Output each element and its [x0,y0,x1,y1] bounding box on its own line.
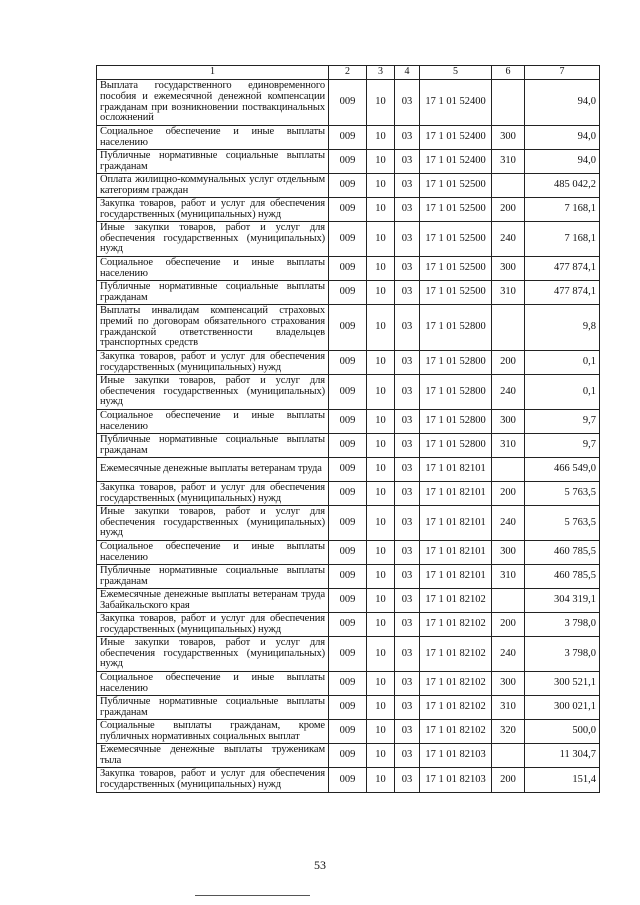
row-target-code-cell: 17 1 01 82101 [420,482,492,506]
table-row [97,351,600,375]
row-target-code-cell: 17 1 01 82102 [420,672,492,696]
row-amount-cell: 7 168,1 [525,198,600,222]
row-ministry-cell: 009 [329,150,367,174]
table-row [97,720,600,744]
table-row [97,281,600,305]
row-name-cell: Публичные нормативные социальные выплаты гражданам [97,565,329,589]
row-name-cell: Выплаты инвалидам компенсаций страховых премий по договорам обязательного страхования гражданской ответственности владельцев транспортных средств [97,305,329,351]
row-name-cell: Выплата государственного единовременного пособия и ежемесячной денежной компенсации гражданам при возникновении поствакцинальных осложнений [97,80,329,126]
page-number: 53 [314,858,326,872]
budget-table [96,65,600,793]
row-target-code-cell: 17 1 01 82101 [420,565,492,589]
row-subsection-cell: 03 [395,744,420,768]
row-subsection-cell: 03 [395,351,420,375]
row-expense-type-cell: 200 [492,768,525,793]
row-subsection-cell: 03 [395,305,420,351]
row-section-cell: 10 [367,305,395,351]
table-row [97,410,600,434]
row-name-cell: Публичные нормативные социальные выплаты гражданам [97,150,329,174]
row-amount-cell: 3 798,0 [525,613,600,637]
row-amount-cell: 300 021,1 [525,696,600,720]
table-row [97,174,600,198]
table-row [97,458,600,482]
row-amount-cell: 485 042,2 [525,174,600,198]
row-target-code-cell: 17 1 01 52500 [420,198,492,222]
row-target-code-cell: 17 1 01 82101 [420,541,492,565]
row-name-cell: Социальное обеспечение и иные выплаты населению [97,126,329,150]
row-subsection-cell: 03 [395,257,420,281]
row-expense-type-cell: 240 [492,637,525,672]
row-expense-type-cell: 240 [492,375,525,410]
row-subsection-cell: 03 [395,672,420,696]
table-row [97,744,600,768]
row-amount-cell: 7 168,1 [525,222,600,257]
row-amount-cell: 477 874,1 [525,281,600,305]
row-target-code-cell: 17 1 01 52400 [420,126,492,150]
table-row [97,637,600,672]
row-ministry-cell: 009 [329,744,367,768]
table-row [97,126,600,150]
row-name-cell: Закупка товаров, работ и услуг для обеспечения государственных (муниципальных) нужд [97,768,329,793]
row-ministry-cell: 009 [329,80,367,126]
row-subsection-cell: 03 [395,458,420,482]
row-subsection-cell: 03 [395,281,420,305]
table-row [97,589,600,613]
table-row [97,222,600,257]
row-target-code-cell: 17 1 01 82102 [420,720,492,744]
row-target-code-cell: 17 1 01 82102 [420,613,492,637]
row-ministry-cell: 009 [329,222,367,257]
row-expense-type-cell [492,80,525,126]
row-name-cell: Социальные выплаты гражданам, кроме публичных нормативных социальных выплат [97,720,329,744]
row-target-code-cell: 17 1 01 82103 [420,768,492,793]
row-section-cell: 10 [367,257,395,281]
row-name-cell: Иные закупки товаров, работ и услуг для обеспечения государственных (муниципальных) нужд [97,506,329,541]
row-ministry-cell: 009 [329,257,367,281]
row-name-cell: Социальное обеспечение и иные выплаты населению [97,541,329,565]
row-subsection-cell: 03 [395,541,420,565]
row-section-cell: 10 [367,720,395,744]
row-expense-type-cell: 310 [492,281,525,305]
row-name-cell: Социальное обеспечение и иные выплаты населению [97,672,329,696]
row-amount-cell: 9,7 [525,410,600,434]
row-name-cell: Иные закупки товаров, работ и услуг для обеспечения государственных (муниципальных) нужд [97,375,329,410]
row-section-cell: 10 [367,222,395,257]
table-header-row [97,66,600,80]
row-name-cell: Иные закупки товаров, работ и услуг для обеспечения государственных (муниципальных) нужд [97,637,329,672]
row-subsection-cell: 03 [395,222,420,257]
table-row [97,696,600,720]
row-subsection-cell: 03 [395,482,420,506]
row-expense-type-cell [492,305,525,351]
row-ministry-cell: 009 [329,720,367,744]
row-name-cell: Иные закупки товаров, работ и услуг для обеспечения государственных (муниципальных) нужд [97,222,329,257]
table-row [97,565,600,589]
row-target-code-cell: 17 1 01 52800 [420,351,492,375]
row-section-cell: 10 [367,744,395,768]
row-ministry-cell: 009 [329,126,367,150]
row-section-cell: 10 [367,589,395,613]
row-amount-cell: 3 798,0 [525,637,600,672]
row-ministry-cell: 009 [329,672,367,696]
row-expense-type-cell: 310 [492,565,525,589]
row-section-cell: 10 [367,281,395,305]
row-amount-cell: 304 319,1 [525,589,600,613]
row-amount-cell: 5 763,5 [525,506,600,541]
row-ministry-cell: 009 [329,375,367,410]
row-name-cell: Закупка товаров, работ и услуг для обеспечения государственных (муниципальных) нужд [97,482,329,506]
row-amount-cell: 477 874,1 [525,257,600,281]
row-target-code-cell: 17 1 01 52500 [420,281,492,305]
row-subsection-cell: 03 [395,637,420,672]
row-expense-type-cell [492,174,525,198]
row-section-cell: 10 [367,672,395,696]
row-subsection-cell: 03 [395,720,420,744]
table-row [97,305,600,351]
row-name-cell: Закупка товаров, работ и услуг для обеспечения государственных (муниципальных) нужд [97,198,329,222]
row-expense-type-cell: 200 [492,198,525,222]
row-target-code-cell: 17 1 01 52400 [420,80,492,126]
row-target-code-cell: 17 1 01 52800 [420,375,492,410]
row-expense-type-cell [492,589,525,613]
row-amount-cell: 5 763,5 [525,482,600,506]
row-section-cell: 10 [367,768,395,793]
row-ministry-cell: 009 [329,696,367,720]
row-target-code-cell: 17 1 01 82102 [420,637,492,672]
row-section-cell: 10 [367,126,395,150]
row-amount-cell: 300 521,1 [525,672,600,696]
row-target-code-cell: 17 1 01 82103 [420,744,492,768]
row-subsection-cell: 03 [395,589,420,613]
row-section-cell: 10 [367,506,395,541]
row-amount-cell: 94,0 [525,126,600,150]
row-expense-type-cell: 310 [492,150,525,174]
table-row [97,150,600,174]
row-section-cell: 10 [367,351,395,375]
header-col-3: 3 [367,66,395,80]
row-expense-type-cell: 320 [492,720,525,744]
row-subsection-cell: 03 [395,198,420,222]
row-subsection-cell: 03 [395,150,420,174]
row-section-cell: 10 [367,541,395,565]
row-section-cell: 10 [367,458,395,482]
row-name-cell: Закупка товаров, работ и услуг для обеспечения государственных (муниципальных) нужд [97,351,329,375]
row-target-code-cell: 17 1 01 52800 [420,434,492,458]
row-expense-type-cell: 300 [492,410,525,434]
header-col-7: 7 [525,66,600,80]
row-section-cell: 10 [367,410,395,434]
row-ministry-cell: 009 [329,541,367,565]
row-expense-type-cell: 310 [492,434,525,458]
row-subsection-cell: 03 [395,434,420,458]
row-ministry-cell: 009 [329,589,367,613]
row-ministry-cell: 009 [329,637,367,672]
table-row [97,613,600,637]
row-expense-type-cell: 310 [492,696,525,720]
table-row [97,198,600,222]
row-target-code-cell: 17 1 01 52500 [420,257,492,281]
row-name-cell: Ежемесячные денежные выплаты ветеранам труда [97,458,329,482]
row-ministry-cell: 009 [329,305,367,351]
row-section-cell: 10 [367,482,395,506]
table-row [97,482,600,506]
row-expense-type-cell: 200 [492,613,525,637]
header-col-4: 4 [395,66,420,80]
row-section-cell: 10 [367,434,395,458]
row-subsection-cell: 03 [395,80,420,126]
row-name-cell: Оплата жилищно-коммунальных услуг отдельным категориям граждан [97,174,329,198]
row-expense-type-cell [492,744,525,768]
row-section-cell: 10 [367,637,395,672]
row-amount-cell: 460 785,5 [525,565,600,589]
row-name-cell: Публичные нормативные социальные выплаты гражданам [97,434,329,458]
row-name-cell: Социальное обеспечение и иные выплаты населению [97,257,329,281]
row-ministry-cell: 009 [329,198,367,222]
row-subsection-cell: 03 [395,506,420,541]
row-target-code-cell: 17 1 01 52400 [420,150,492,174]
table-row [97,541,600,565]
row-name-cell: Публичные нормативные социальные выплаты гражданам [97,281,329,305]
row-expense-type-cell: 300 [492,541,525,565]
table-row [97,506,600,541]
row-amount-cell: 9,7 [525,434,600,458]
table-row [97,434,600,458]
footer-divider [195,895,310,896]
row-ministry-cell: 009 [329,506,367,541]
row-amount-cell: 0,1 [525,351,600,375]
row-name-cell: Ежемесячные денежные выплаты ветеранам труда Забайкальского края [97,589,329,613]
row-name-cell: Публичные нормативные социальные выплаты гражданам [97,696,329,720]
row-amount-cell: 500,0 [525,720,600,744]
row-section-cell: 10 [367,198,395,222]
row-amount-cell: 0,1 [525,375,600,410]
row-name-cell: Социальное обеспечение и иные выплаты населению [97,410,329,434]
row-amount-cell: 11 304,7 [525,744,600,768]
row-ministry-cell: 009 [329,434,367,458]
row-expense-type-cell: 240 [492,506,525,541]
row-section-cell: 10 [367,80,395,126]
header-col-6: 6 [492,66,525,80]
row-subsection-cell: 03 [395,410,420,434]
row-subsection-cell: 03 [395,768,420,793]
table-row [97,768,600,793]
row-subsection-cell: 03 [395,375,420,410]
row-amount-cell: 9,8 [525,305,600,351]
row-ministry-cell: 009 [329,281,367,305]
row-target-code-cell: 17 1 01 82101 [420,458,492,482]
row-expense-type-cell: 200 [492,351,525,375]
row-name-cell: Ежемесячные денежные выплаты труженикам тыла [97,744,329,768]
row-target-code-cell: 17 1 01 52800 [420,410,492,434]
row-ministry-cell: 009 [329,174,367,198]
row-expense-type-cell: 240 [492,222,525,257]
row-ministry-cell: 009 [329,458,367,482]
row-subsection-cell: 03 [395,126,420,150]
row-section-cell: 10 [367,150,395,174]
table-row [97,672,600,696]
row-section-cell: 10 [367,174,395,198]
row-amount-cell: 460 785,5 [525,541,600,565]
row-subsection-cell: 03 [395,565,420,589]
table-row [97,257,600,281]
row-ministry-cell: 009 [329,351,367,375]
row-ministry-cell: 009 [329,613,367,637]
table-row [97,80,600,126]
row-expense-type-cell: 200 [492,482,525,506]
row-section-cell: 10 [367,696,395,720]
row-target-code-cell: 17 1 01 82101 [420,506,492,541]
row-name-cell: Закупка товаров, работ и услуг для обеспечения государственных (муниципальных) нужд [97,613,329,637]
row-ministry-cell: 009 [329,565,367,589]
row-expense-type-cell [492,458,525,482]
row-ministry-cell: 009 [329,482,367,506]
row-ministry-cell: 009 [329,768,367,793]
row-amount-cell: 151,4 [525,768,600,793]
row-expense-type-cell: 300 [492,257,525,281]
row-section-cell: 10 [367,375,395,410]
row-expense-type-cell: 300 [492,126,525,150]
row-amount-cell: 94,0 [525,80,600,126]
row-target-code-cell: 17 1 01 52800 [420,305,492,351]
row-amount-cell: 94,0 [525,150,600,174]
table-body [97,80,600,793]
row-ministry-cell: 009 [329,410,367,434]
header-col-5: 5 [420,66,492,80]
table-row [97,375,600,410]
row-expense-type-cell: 300 [492,672,525,696]
header-col-2: 2 [329,66,367,80]
row-subsection-cell: 03 [395,174,420,198]
row-section-cell: 10 [367,613,395,637]
row-target-code-cell: 17 1 01 82102 [420,589,492,613]
row-subsection-cell: 03 [395,613,420,637]
row-section-cell: 10 [367,565,395,589]
row-subsection-cell: 03 [395,696,420,720]
row-target-code-cell: 17 1 01 82102 [420,696,492,720]
row-target-code-cell: 17 1 01 52500 [420,222,492,257]
header-col-1: 1 [97,66,329,80]
row-target-code-cell: 17 1 01 52500 [420,174,492,198]
row-amount-cell: 466 549,0 [525,458,600,482]
